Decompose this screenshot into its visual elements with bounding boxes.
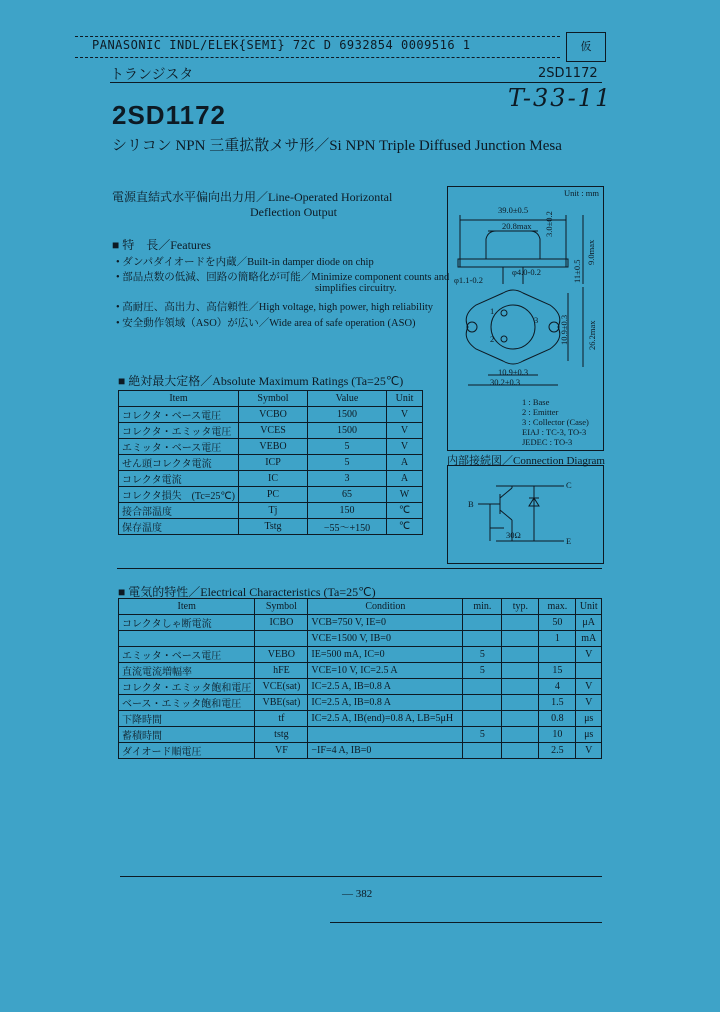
table-row (119, 711, 602, 727)
table-row (119, 407, 423, 423)
cell (502, 711, 539, 727)
features-heading: ■ 特 長／Features (112, 238, 211, 252)
cell: 50 (539, 615, 576, 631)
col-header: typ. (502, 599, 539, 615)
cell (502, 695, 539, 711)
dim-label: 9.0max (586, 239, 596, 265)
header-text: PANASONIC INDL/ELEK{SEMI} 72C D 6932854 0009516 1 (92, 38, 471, 52)
unit-label: Unit : mm (564, 188, 599, 198)
cell: コレクタ損失 (Tc=25℃) (119, 487, 239, 503)
table-row (119, 695, 602, 711)
table-row (119, 631, 602, 647)
cell: ダイオード順電圧 (119, 743, 255, 759)
divider (330, 922, 602, 923)
cell: 5 (307, 455, 386, 471)
col-header: Item (119, 599, 255, 615)
feature-item: • 部品点数の低減、回路の簡略化が可能／Minimize component counts and (116, 272, 450, 283)
dim-label: 26.2max (587, 320, 597, 350)
cell: コレクタ電流 (119, 471, 239, 487)
col-header: Symbol (238, 391, 307, 407)
cell: VCE=1500 V, IB=0 (308, 631, 463, 647)
cell (576, 663, 602, 679)
cell: V (386, 407, 422, 423)
abs-max-heading: ■ 絶対最大定格／Absolute Maximum Ratings (Ta=25℃) (118, 374, 404, 388)
cell: 0.8 (539, 711, 576, 727)
cell: IC=2.5 A, IB=0.8 A (308, 679, 463, 695)
cell (502, 727, 539, 743)
pin-legend: EIAJ : TC-3, TO-3 (522, 427, 587, 437)
col-header: Value (307, 391, 386, 407)
stamp: 仮 (566, 32, 606, 62)
dim-label: 30.2±0.3 (490, 377, 521, 387)
table-row (119, 471, 423, 487)
dim-label: φ1.1-0.2 (454, 275, 483, 285)
cell (308, 727, 463, 743)
handwritten-code: T-33-11 (508, 84, 613, 112)
dim-label: 3.0±0.2 (544, 211, 554, 237)
cell: VCBO (238, 407, 307, 423)
cell (502, 631, 539, 647)
cell: 4 (539, 679, 576, 695)
cell: −55〜+150 (307, 519, 386, 535)
cell: 下降時間 (119, 711, 255, 727)
terminal-b: B (468, 499, 474, 509)
cell: 保存温度 (119, 519, 239, 535)
cell: Tstg (238, 519, 307, 535)
cell: 65 (307, 487, 386, 503)
cell: VF (255, 743, 308, 759)
cell (502, 615, 539, 631)
cell: コレクタ・エミッタ電圧 (119, 423, 239, 439)
cell: V (576, 743, 602, 759)
divider (120, 876, 602, 877)
cell: hFE (255, 663, 308, 679)
connection-diagram-box (447, 465, 604, 564)
table-row (119, 455, 423, 471)
table-row (119, 487, 423, 503)
cell: ICBO (255, 615, 308, 631)
dim-label: 10.9±0.3 (498, 367, 529, 377)
package-outline-box (447, 186, 604, 451)
dim-label: 20.8max (502, 221, 532, 231)
table-row (119, 439, 423, 455)
dim-label: φ4.0-0.2 (512, 267, 541, 277)
cell: VCE=10 V, IC=2.5 A (308, 663, 463, 679)
cell: IE=500 mA, IC=0 (308, 647, 463, 663)
pin-legend: 3 : Collector (Case) (522, 417, 589, 427)
cell: コレクタしゃ断電流 (119, 615, 255, 631)
application-line2: Deflection Output (250, 205, 337, 219)
col-header: Item (119, 391, 239, 407)
cell: A (386, 455, 422, 471)
cell: PC (238, 487, 307, 503)
cell (255, 631, 308, 647)
cell: 2.5 (539, 743, 576, 759)
col-header: Unit (386, 391, 422, 407)
part-number-top: 2SD1172 (538, 66, 598, 81)
cell: VCB=750 V, IE=0 (308, 615, 463, 631)
table-row (119, 647, 602, 663)
connection-diagram (448, 466, 603, 563)
cell (502, 647, 539, 663)
cell: ℃ (386, 503, 422, 519)
cell: VBE(sat) (255, 695, 308, 711)
table-row (119, 663, 602, 679)
cell: 直流電流増幅率 (119, 663, 255, 679)
cell: 接合部温度 (119, 503, 239, 519)
cell: 5 (463, 647, 502, 663)
col-header: Condition (308, 599, 463, 615)
cell (502, 663, 539, 679)
subtitle: シリコン NPN 三重拡散メサ形／Si NPN Triple Diffused Junction Mesa (112, 138, 562, 154)
col-header: Unit (576, 599, 602, 615)
cell: 5 (307, 439, 386, 455)
elec-table (118, 598, 602, 759)
cell: tstg (255, 727, 308, 743)
cell: 150 (307, 503, 386, 519)
cell (463, 711, 502, 727)
cell: ベース・エミッタ飽和電圧 (119, 695, 255, 711)
cell (502, 743, 539, 759)
cell: IC=2.5 A, IB(end)=0.8 A, LB=5μH (308, 711, 463, 727)
cell: 1.5 (539, 695, 576, 711)
page-title: 2SD1172 (112, 100, 226, 130)
table-header-row (119, 599, 602, 615)
feature-item: • ダンパダイオードを内蔵／Built-in damper diode on chip (116, 257, 374, 268)
cell: ICP (238, 455, 307, 471)
pin-legend: 2 : Emitter (522, 407, 559, 417)
cell: エミッタ・ベース電圧 (119, 439, 239, 455)
terminal-e: E (566, 536, 572, 546)
cell: Tj (238, 503, 307, 519)
cell: せん頭コレクタ電流 (119, 455, 239, 471)
cell: コレクタ・ベース電圧 (119, 407, 239, 423)
cell: V (576, 647, 602, 663)
cell: 10 (539, 727, 576, 743)
cell: 15 (539, 663, 576, 679)
application-line1: 電源直結式水平偏向出力用／Line-Operated Horizontal (112, 190, 393, 204)
table-row (119, 615, 602, 631)
col-header: min. (463, 599, 502, 615)
feature-item: • 安全動作領域（ASO）が広い／Wide area of safe operation (ASO) (116, 318, 416, 329)
col-header: max. (539, 599, 576, 615)
abs-max-table (118, 390, 423, 535)
cell: μA (576, 615, 602, 631)
table-row (119, 743, 602, 759)
connection-title: 内部接続図／Connection Diagram (447, 455, 605, 467)
dim-label: 39.0±0.5 (498, 205, 529, 215)
cell: V (576, 695, 602, 711)
cell: VEBO (238, 439, 307, 455)
terminal-c: C (566, 480, 572, 490)
table-row (119, 727, 602, 743)
cell: V (386, 439, 422, 455)
table-row (119, 423, 423, 439)
cell (463, 695, 502, 711)
cell: 3 (307, 471, 386, 487)
cell: μs (576, 711, 602, 727)
cell: A (386, 471, 422, 487)
feature-item: • 高耐圧、高出力、高信頼性／High voltage, high power, high reliability (116, 302, 434, 313)
table-row (119, 503, 423, 519)
divider (110, 82, 602, 83)
cell (119, 631, 255, 647)
cell: 1500 (307, 423, 386, 439)
cell: V (576, 679, 602, 695)
pin-number: 3 (534, 315, 539, 325)
pin-number: 2 (490, 334, 495, 344)
cell (463, 615, 502, 631)
cell: −IF=4 A, IB=0 (308, 743, 463, 759)
pin-legend: JEDEC : TO-3 (522, 437, 573, 447)
cell: IC=2.5 A, IB=0.8 A (308, 695, 463, 711)
cell (539, 647, 576, 663)
dim-label: 11±0.5 (572, 259, 582, 283)
col-header: Symbol (255, 599, 308, 615)
table-header-row (119, 391, 423, 407)
pin-legend: 1 : Base (522, 397, 550, 407)
cell: tf (255, 711, 308, 727)
cell: W (386, 487, 422, 503)
dim-label: 10.9±0.3 (559, 314, 569, 345)
cell: 1 (539, 631, 576, 647)
pin-number: 1 (490, 306, 495, 316)
cell: μs (576, 727, 602, 743)
cell: VCE(sat) (255, 679, 308, 695)
cell: 5 (463, 663, 502, 679)
cell: IC (238, 471, 307, 487)
cell: 蓄積時間 (119, 727, 255, 743)
table-row (119, 519, 423, 535)
cell: VEBO (255, 647, 308, 663)
cell (502, 679, 539, 695)
cell (463, 743, 502, 759)
cell: 5 (463, 727, 502, 743)
cell: mA (576, 631, 602, 647)
cell (463, 679, 502, 695)
cell (463, 631, 502, 647)
feature-item: simplifies circuitry. (315, 283, 397, 294)
elec-heading: ■ 電気的特性／Electrical Characteristics (Ta=25℃) (118, 585, 376, 599)
divider (117, 568, 602, 569)
cell: コレクタ・エミッタ飽和電圧 (119, 679, 255, 695)
cell: エミッタ・ベース電圧 (119, 647, 255, 663)
cell: V (386, 423, 422, 439)
cell: ℃ (386, 519, 422, 535)
page-number: — 382 (342, 888, 373, 900)
resistor-label: 30Ω (506, 530, 521, 540)
cell: 1500 (307, 407, 386, 423)
cell: VCES (238, 423, 307, 439)
category: トランジスタ (110, 67, 194, 83)
table-row (119, 679, 602, 695)
